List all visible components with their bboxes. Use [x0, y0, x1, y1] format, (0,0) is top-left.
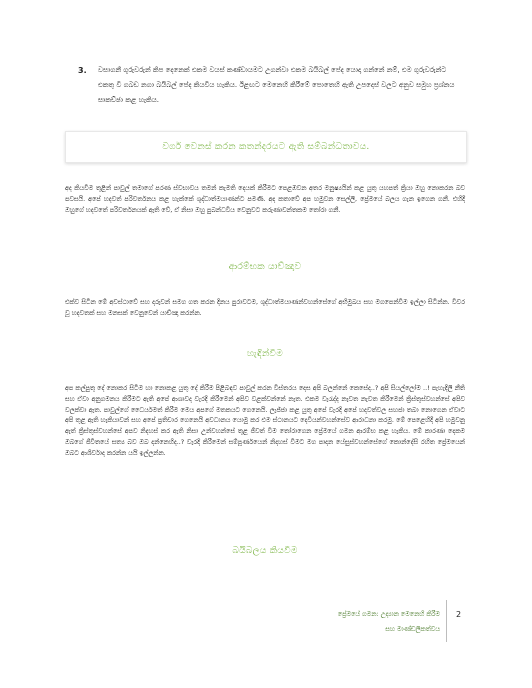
heading-bible-reading: බයිබලය කියවීම [232, 546, 298, 556]
heading-introduction: හැඳින්වීම [247, 349, 283, 359]
paragraph-introduction: අප කල්පුතු දේ නොකර සිටීම හා නොකළ යුතු දේ කිරීම පිළිබඳව පාවුල් කරන විස්තරය දෙස අපි බලන්නේ කෙසේද..? අපි සියල්ලෝම ..! පැහැදිලි නීති සහ ඒවා අනුගමනය කිරීමට ඇති අපේ ආශාවද වැරදි කිරීමෙන් අපිව වළක්වන්නේ නැත. එකම වැරැද්ද නැවත නැවත කිරීමෙන් ක්‍රිස්තුස්වහන්සේ අපිව වලක්වා ඇත. පාවුල්ගේ ධෛර්යමත් කිරීම මෙය අපගේ මතකයට ගෙනෙයි. ලැජ්ජා කළ යුතු අපේ වැරදි අපේ හදවත්වල සහජා තබා නොගෙන ඒවාට අපි තුළ ඇති හැකියාවන් සහ අපේ ප්‍රතිචාර ගෙනෙයි අවධානය යොමු කර එම ස්ථානයට දෙවියන්වහන්සේව ආරාධනා කරමු. මේ පෙළෙහිදී අපි හමුවනු ඇත් ක්‍රිස්තුස්වහන්සේ අපව නිදහස් කර ඇති නිසා උන්වහන්සේ තුළ ජීවත් වීම තෝරාගෙන ප්‍රේමයේ ගමන ආරම්භ කළ හැකිය. මේ කාරණා දෙකම ඔබගේ ජීවිතයේ සත්‍ය බව ඔබ දන්නෙහිද..? වැරදි කිරීමෙන් සම්පූර්ණයෙන් නිදහස් වීමට මග පාදන යේසුස්වහන්සේගේ කොන්දේසි රහිත ප්‍රේමයෙන් ඔබට ආශිර්වාද කරන්න යයි ඉල්ලන්න. [65, 384, 465, 457]
section-heading-box [65, 131, 467, 163]
section-heading-connection: වර්ග වෙනස් කරන කතන්දරයට ඇති සම්බන්ධතාවය. [162, 142, 370, 152]
heading-opening-prayer: ආරම්භක යාච්ඤාව [228, 262, 302, 272]
footer-title-line1: ප්‍රේමයේ ගමන: උද්‍යාන මෙනෙහි කිරීම [337, 610, 440, 618]
footer-title-line2: සහ මාණ්ඩලිකත්වය [385, 625, 440, 633]
paragraph-intro: අද කියවීම තුළින් පාවුල් තමාගේ පරණ ස්වභාවය තමන් කැමති දෙයක් කිරීමට පෙළඹවන අතර මනුෂ්‍යයින් කළ යුතු යහපත් ක්‍රියා ඔහු නොකරන බව පවසයි. අපේ හදවත් පරිවර්තනය කළ හැක්කේ ශුද්ධාත්මයාණන්ට පමණි. අද කතාවේ අප හමුවන සෙල්ලි, ප්‍රේමයේ බලය ගැන ඉගෙන ගනී. එහිදී ඔහුගේ හදවතේ පරිවර්තනයක් ඇති වේ, ඒ නිසා ඔහු පුබන්ධවිය වෙනුවට කරුණාවන්තකම තෝරා ගනී. [65, 184, 465, 214]
footer-divider [446, 600, 447, 642]
list-number: 3. [78, 66, 87, 75]
paragraph-prayer: එක්ව සිටින මේ අවස්ථාවේ සහ දරුවන් සමග ගත කරන දිනය පුරාවටම, ශුද්ධාත්මයාණන්වහන්සේගේ අභිමුඛය සහ මගපෙන්වීම ඉල්ලා සිටින්න. විවර වූ හදවතක් සහ මනසක් වෙනුවෙන් යාච්ඤා කරන්න. [65, 298, 465, 317]
footer-title [338, 607, 440, 637]
page-number: 2 [456, 610, 462, 619]
list-item-text: වසාගනී ගුරුවරුන් කිප දෙනෙක් එකම වයස් කණ්ඩායමට උගන්වා එකම බයිබල් පේද යොදා ගන්නේ නම්, එම ගුරුවරුන්ට එකතු වී ගබඩ නගා බයිබල් පේද කියවිය හැකිය. ඊළඟට මෙනෙහි කිරීමේ පොතෙහි ඇති උපදෙස් වලට අනුව සමුහ ප්‍රශ්නය සාකච්ඡා කළ හැකිය. [98, 66, 455, 104]
numbered-list-item [78, 63, 458, 108]
